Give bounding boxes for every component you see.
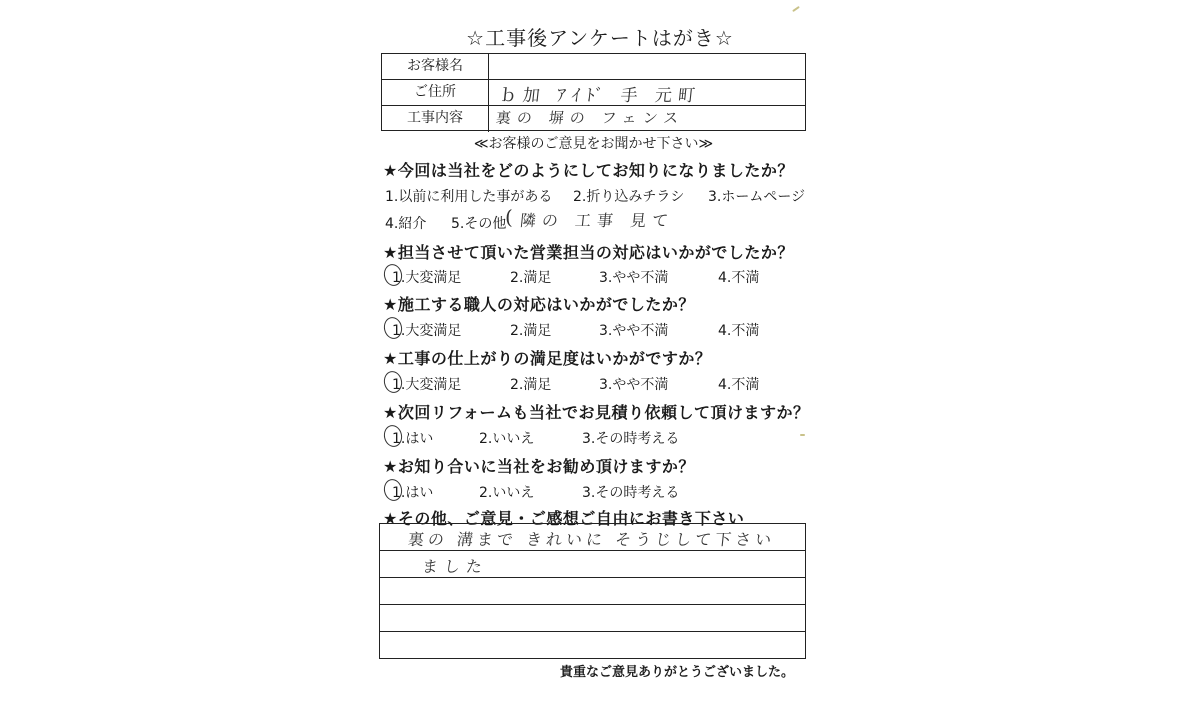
comment-line: [380, 550, 805, 551]
q2-option-1: 1.大変満足: [392, 270, 462, 286]
question-6: ★お知り合いに当社をお勧め頂けますか？: [383, 457, 695, 476]
name-row: [382, 54, 805, 80]
comment-line: [380, 577, 805, 578]
q6-option-1: 1.はい: [392, 485, 434, 501]
q1-option-3: 3.ホームページ: [708, 189, 806, 205]
q4-option-1: 1.大変満足: [392, 377, 462, 393]
q3-option-3: 3.やや不満: [599, 323, 669, 339]
work-label: 工事内容: [382, 106, 489, 132]
q1-option-4: 4.紹介: [385, 216, 427, 232]
q2-option-3: 3.やや不満: [599, 270, 669, 286]
question-4: ★工事の仕上がりの満足度はいかがですか？: [383, 349, 712, 368]
question-7: ★その他、ご意見・ご感想ご自由にお書き下さい: [383, 509, 745, 528]
thanks-footer: 貴重なご意見ありがとうございました。: [560, 665, 795, 680]
address-row: [382, 80, 805, 106]
question-2: ★担当させて頂いた営業担当の対応はいかがでしたか？: [383, 243, 794, 262]
comment-handwritten-line-1: 裏の 溝まで きれいに そうじして下さい: [406, 530, 777, 549]
q1-other-handwritten: 隣の 工事 見て: [518, 211, 676, 230]
q2-option-4: 4.不満: [718, 270, 760, 286]
comment-line: [380, 604, 805, 605]
q1-option-2: 2.折り込みチラシ: [573, 189, 685, 205]
q4-option-3: 3.やや不満: [599, 377, 669, 393]
q6-option-2: 2.いいえ: [479, 485, 535, 501]
q4-option-2: 2.満足: [510, 377, 552, 393]
q5-option-3: 3.その時考える: [582, 431, 680, 447]
q1-option-1: 1.以前に利用した事がある: [385, 189, 553, 205]
q4-option-4: 4.不満: [718, 377, 760, 393]
paper-speck: [800, 434, 805, 436]
address-value: ｂ加 ｱｲﾄﾞ 手 元町: [498, 86, 703, 106]
address-label: ご住所: [382, 80, 489, 105]
name-label: お客様名: [382, 54, 489, 79]
comment-line: [380, 631, 805, 632]
work-value: 裏の 塀の フェンス: [495, 109, 686, 127]
paper-speck: [792, 6, 800, 12]
question-5: ★次回リフォームも当社でお見積り依頼して頂けますか？: [383, 403, 810, 422]
customer-info-table: [381, 53, 806, 131]
q2-option-2: 2.満足: [510, 270, 552, 286]
q5-option-2: 2.いいえ: [479, 431, 535, 447]
question-1: ★今回は当社をどのようにしてお知りになりましたか？: [383, 161, 794, 180]
survey-title: ☆工事後アンケートはがき☆: [466, 26, 734, 50]
comment-handwritten-line-2: ました: [420, 557, 489, 576]
q6-option-3: 3.その時考える: [582, 485, 680, 501]
q1-open-paren: (: [505, 205, 513, 229]
q5-option-1: 1.はい: [392, 431, 434, 447]
subheading: ≪お客様のご意見をお聞かせ下さい≫: [473, 136, 714, 152]
q3-option-1: 1.大変満足: [392, 323, 462, 339]
work-row: [382, 106, 805, 132]
comment-box: [379, 523, 806, 659]
q1-option-5: 5.その他: [451, 216, 507, 232]
question-3: ★施工する職人の対応はいかがでしたか？: [383, 295, 695, 314]
q3-option-4: 4.不満: [718, 323, 760, 339]
q3-option-2: 2.満足: [510, 323, 552, 339]
